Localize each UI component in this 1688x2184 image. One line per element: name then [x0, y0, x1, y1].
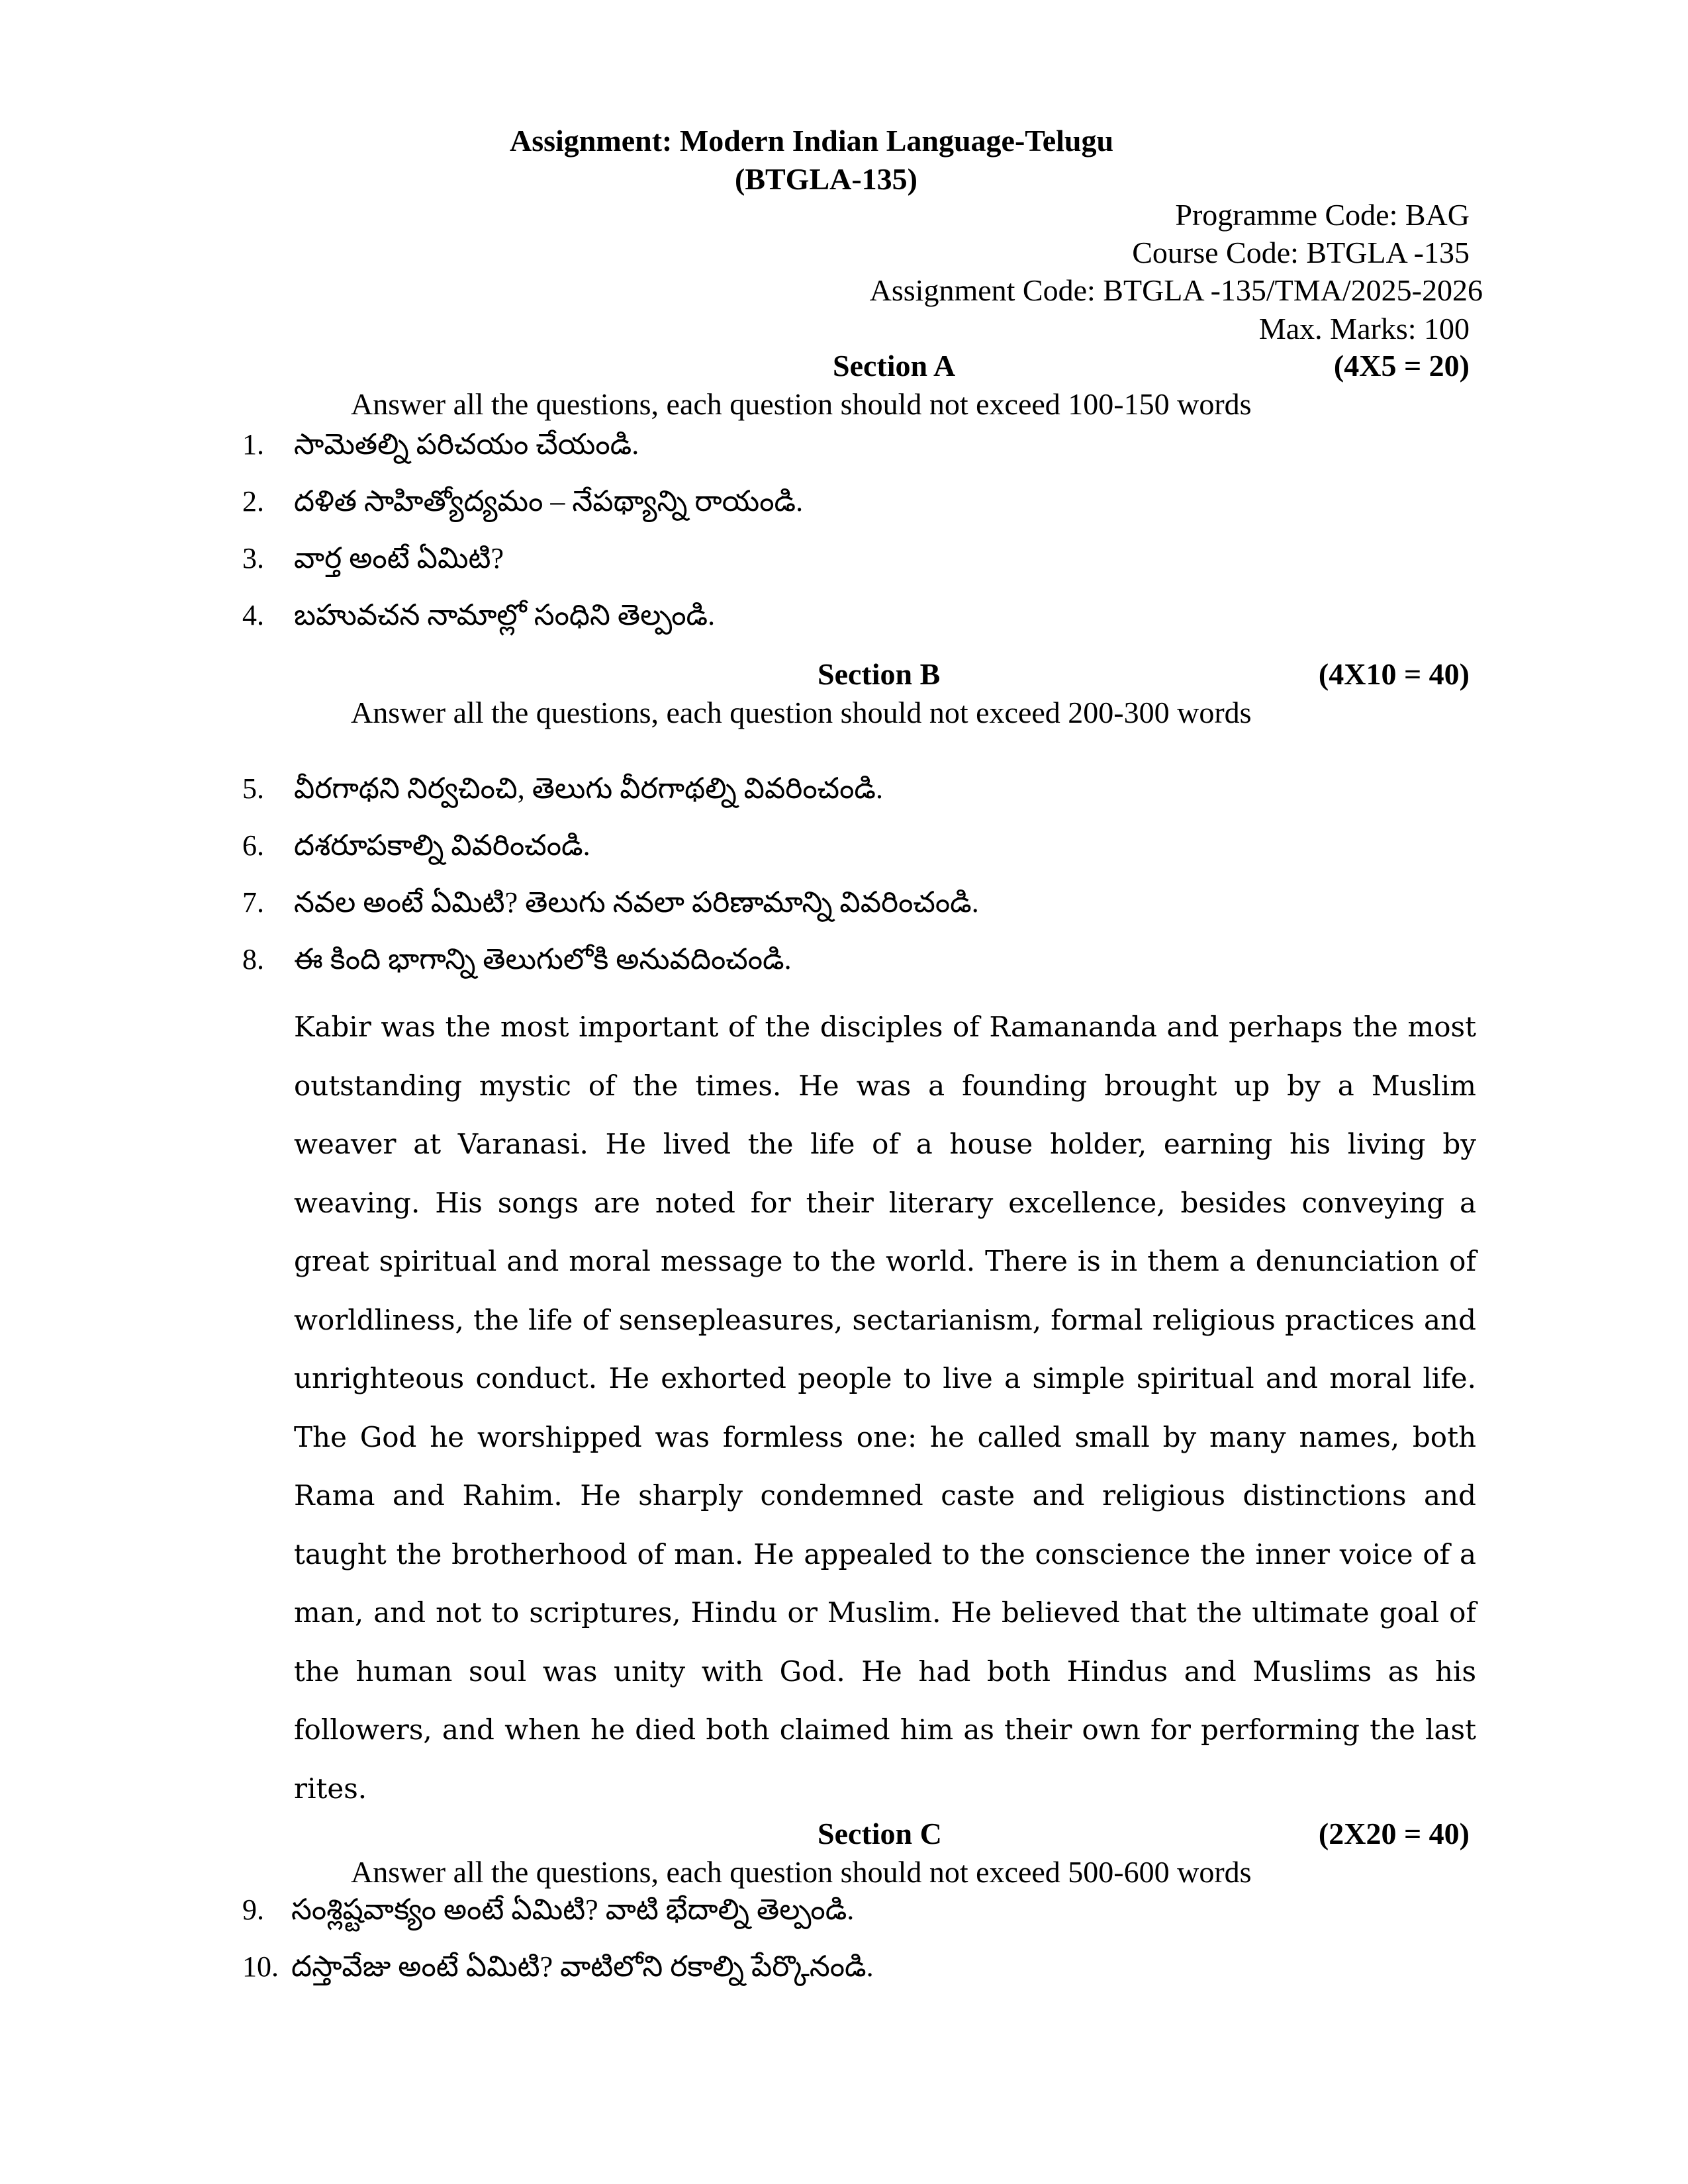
question-text: నవల అంటే ఏమిటి? తెలుగు నవలా పరిణామాన్ని వివరించండి. — [294, 886, 979, 919]
question-7 — [242, 886, 979, 927]
question-text: దళిత సాహిత్యోద్యమం – నేపథ్యాన్ని రాయండి. — [294, 485, 804, 518]
section-b-instruction: Answer all the questions, each question should not exceed 200-300 words — [351, 696, 1252, 729]
question-number: 9. — [242, 1893, 264, 1926]
question-number: 8. — [242, 943, 264, 976]
translation-passage: Kabir was the most important of the disciples of Ramananda and perhaps the most outstanding mystic of the times. He was a founding brought up by a Muslim weaver at Varanasi. He lived the life of a house holder, earning his living by weaving. His songs are noted for their literary excellence, besides conveying a great spiritual and moral message to the world. There is in them a denunciation of worldliness, the life of sensepleasures, sectarianism, formal religious practices and unrighteous conduct. He exhorted people to live a simple spiritual and moral life. The God he worshipped was formless one: he called small by many names, both Rama and Rahim. He sharply condemned caste and religious distinctions and taught the brotherhood of man. He appealed to the conscience the inner voice of a man, and not to scriptures, Hindu or Muslim. He believed that the ultimate goal of the human soul was unity with God. He had both Hindus and Muslims as his followers, and when he died both claimed him as their own for performing the last rites. — [294, 1011, 1476, 1805]
question-number: 10. — [242, 1950, 279, 1983]
question-number: 3. — [242, 542, 264, 574]
question-text: బహువచన నామాల్లో సంధిని తెల్పండి. — [294, 599, 716, 631]
question-6 — [242, 829, 590, 870]
question-number: 1. — [242, 428, 264, 461]
section-a-title: Section A — [833, 349, 956, 383]
assignment-code: Assignment Code: BTGLA -135/TMA/2025-2026 — [869, 273, 1483, 307]
question-number: 7. — [242, 886, 264, 919]
question-1 — [242, 428, 639, 469]
max-marks: Max. Marks: 100 — [1258, 312, 1470, 345]
question-text: దశరూపకాల్ని వివరించండి. — [294, 829, 590, 862]
question-text: సామెతల్ని పరిచయం చేయండి. — [294, 428, 639, 461]
question-9 — [242, 1893, 854, 1934]
programme-code: Programme Code: BAG — [1175, 198, 1470, 232]
question-3 — [242, 541, 504, 582]
section-c-marks: (2X20 = 40) — [1318, 1817, 1470, 1850]
question-4 — [242, 598, 715, 639]
section-c-title: Section C — [818, 1817, 942, 1850]
section-a-instruction: Answer all the questions, each question should not exceed 100-150 words — [351, 387, 1252, 421]
question-number: 2. — [242, 485, 264, 518]
course-code-heading: (BTGLA-135) — [735, 162, 917, 196]
question-text: వార్త అంటే ఏమిటి? — [294, 542, 504, 574]
question-5 — [242, 772, 883, 813]
question-number: 4. — [242, 599, 264, 631]
question-text: దస్తావేజు అంటే ఏమిటి? వాటిలోని రకాల్ని పేర్కొనండి. — [291, 1950, 874, 1983]
question-number: 6. — [242, 829, 264, 862]
section-b-marks: (4X10 = 40) — [1318, 657, 1470, 691]
question-number: 5. — [242, 772, 264, 805]
question-2 — [242, 484, 803, 525]
question-8 — [242, 942, 792, 983]
question-text: సంశ్లిష్టవాక్యం అంటే ఏమిటి? వాటి భేదాల్ని తెల్పండి. — [291, 1893, 855, 1926]
question-text: ఈ కింది భాగాన్ని తెలుగులోకి అనువదించండి. — [294, 943, 792, 976]
assignment-title: Assignment: Modern Indian Language-Telugu — [510, 124, 1114, 158]
course-code: Course Code: BTGLA -135 — [1132, 236, 1470, 269]
section-b-title: Section B — [818, 657, 941, 691]
section-a-marks: (4X5 = 20) — [1333, 349, 1470, 383]
question-10 — [242, 1950, 874, 1991]
question-text: వీరగాథని నిర్వచించి, తెలుగు వీరగాథల్ని వివరించండి. — [294, 772, 883, 805]
section-c-instruction: Answer all the questions, each question should not exceed 500-600 words — [351, 1855, 1252, 1889]
